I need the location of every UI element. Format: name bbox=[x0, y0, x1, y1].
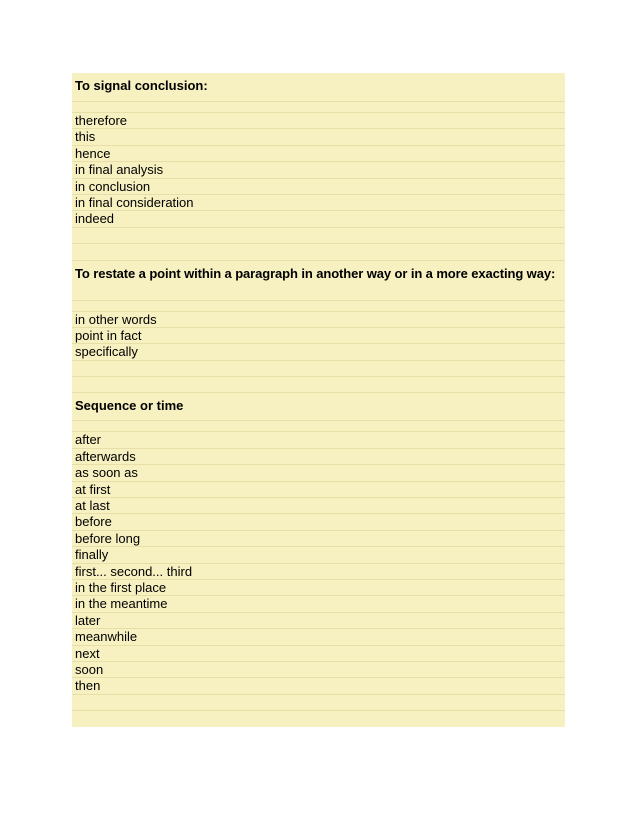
section-heading-conclusion: To signal conclusion: bbox=[75, 78, 208, 93]
blank-row bbox=[72, 227, 565, 243]
list-item: specifically bbox=[72, 343, 565, 359]
list-item: first... second... third bbox=[72, 563, 565, 579]
list-item: as soon as bbox=[72, 464, 565, 480]
list-item: meanwhile bbox=[72, 628, 565, 644]
list-item: in final analysis bbox=[72, 161, 565, 177]
spacer-row bbox=[72, 300, 565, 311]
list-item: in conclusion bbox=[72, 178, 565, 194]
list-item: in other words bbox=[72, 311, 565, 327]
list-item: point in fact bbox=[72, 327, 565, 343]
list-item: after bbox=[72, 431, 565, 447]
list-item: afterwards bbox=[72, 448, 565, 464]
blank-row bbox=[72, 376, 565, 392]
blank-row bbox=[72, 360, 565, 376]
list-item: then bbox=[72, 677, 565, 693]
blank-row bbox=[72, 243, 565, 259]
section-heading-sequence: Sequence or time bbox=[72, 392, 565, 420]
list-item: at first bbox=[72, 481, 565, 497]
list-item: therefore bbox=[72, 112, 565, 128]
list-item: hence bbox=[72, 145, 565, 161]
section-heading-restate: To restate a point within a paragraph in another way or in a more exacting way: bbox=[72, 260, 565, 300]
list-item: this bbox=[72, 128, 565, 144]
list-item: soon bbox=[72, 661, 565, 677]
list-item: finally bbox=[72, 546, 565, 562]
list-item: before bbox=[72, 513, 565, 529]
list-item: in the first place bbox=[72, 579, 565, 595]
blank-row bbox=[72, 710, 565, 726]
list-item: next bbox=[72, 645, 565, 661]
list-item: in the meantime bbox=[72, 595, 565, 611]
spacer-row bbox=[72, 101, 565, 112]
blank-row bbox=[72, 694, 565, 710]
list-item: before long bbox=[72, 530, 565, 546]
list-item: later bbox=[72, 612, 565, 628]
list-item: at last bbox=[72, 497, 565, 513]
list-item: indeed bbox=[72, 210, 565, 226]
list-item: in final consideration bbox=[72, 194, 565, 210]
transition-words-table bbox=[72, 73, 565, 727]
spacer-row bbox=[72, 420, 565, 431]
